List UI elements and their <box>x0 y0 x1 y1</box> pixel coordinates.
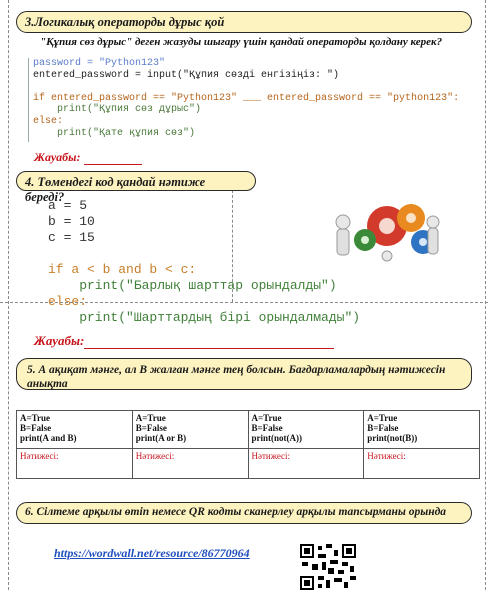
section3-title: 3.Логикалық операторды дұрыс қой <box>16 11 472 33</box>
result-cell[interactable]: Нәтижесі: <box>364 449 480 479</box>
section4-answer-line[interactable] <box>84 348 334 349</box>
code-line-else: else: <box>48 294 88 309</box>
page-right-edge <box>485 0 486 590</box>
code-line-print2: print("Шарттардың бірі орындалмады") <box>48 310 361 325</box>
table-cell: A=True B=False print(A and B) <box>17 411 133 449</box>
section4-answer-label: Жауабы: <box>34 333 85 348</box>
result-cell[interactable]: Нәтижесі: <box>132 449 248 479</box>
section3-answer-label: Жауабы: <box>34 150 84 164</box>
code-line-5: print("Құпия сөз дұрыс") <box>33 104 202 116</box>
code-line-if: if a < b and b < c: <box>48 262 197 277</box>
code-line-4: if entered_password == "Python123" ___ entered_password == "python123": <box>33 92 460 104</box>
section4-code-block <box>48 198 360 326</box>
code-line-2: entered_password = input("Құпия сөзді енгізіңіз: ") <box>33 69 340 81</box>
page-left-edge <box>8 0 9 590</box>
table-row-definitions <box>17 411 480 449</box>
section5-title: 5. А ақиқат мәнге, ал В жалған мәнге тең болсын. Бағдарламалардың нәтижесін анықта <box>16 358 472 390</box>
section4-answer <box>34 333 334 349</box>
section3-subtitle: "Құпия сөз дұрыс" деген жазуды шығару үшін қандай операторды қолдану керек? <box>40 36 443 48</box>
code-line-c: c = 15 <box>48 230 95 245</box>
section6-title: 6. Сілтеме арқылы өтіп немесе QR кодты сканерлеу арқылы тапсырманы орында <box>16 502 472 524</box>
table-row-results <box>17 449 480 479</box>
table-cell: A=True B=False print(not(B)) <box>364 411 480 449</box>
code-line-print1: print("Барлық шарттар орындалды") <box>48 278 337 293</box>
code-line-a: a = 5 <box>48 198 88 213</box>
code-line-6: else: <box>33 115 64 127</box>
section3-answer <box>34 150 142 165</box>
operators-table <box>16 410 480 479</box>
code-line-7: print("Қате құпия сөз") <box>33 127 196 139</box>
code-line-b: b = 10 <box>48 214 95 229</box>
code-line-1: password = "Python123" <box>33 58 166 69</box>
result-cell[interactable]: Нәтижесі: <box>17 449 133 479</box>
table-cell: A=True B=False print(not(A)) <box>248 411 364 449</box>
section3-code-block <box>28 58 468 142</box>
section3-answer-line[interactable] <box>84 164 142 165</box>
gears-teamwork-icon <box>325 196 445 268</box>
wordwall-link[interactable]: https://wordwall.net/resource/86770964 <box>54 546 250 560</box>
result-cell[interactable]: Нәтижесі: <box>248 449 364 479</box>
qr-code-icon[interactable] <box>300 544 356 590</box>
section4-title: 4. Төмендегі код қандай нәтиже береді? <box>16 171 256 191</box>
table-cell: A=True B=False print(A or B) <box>132 411 248 449</box>
